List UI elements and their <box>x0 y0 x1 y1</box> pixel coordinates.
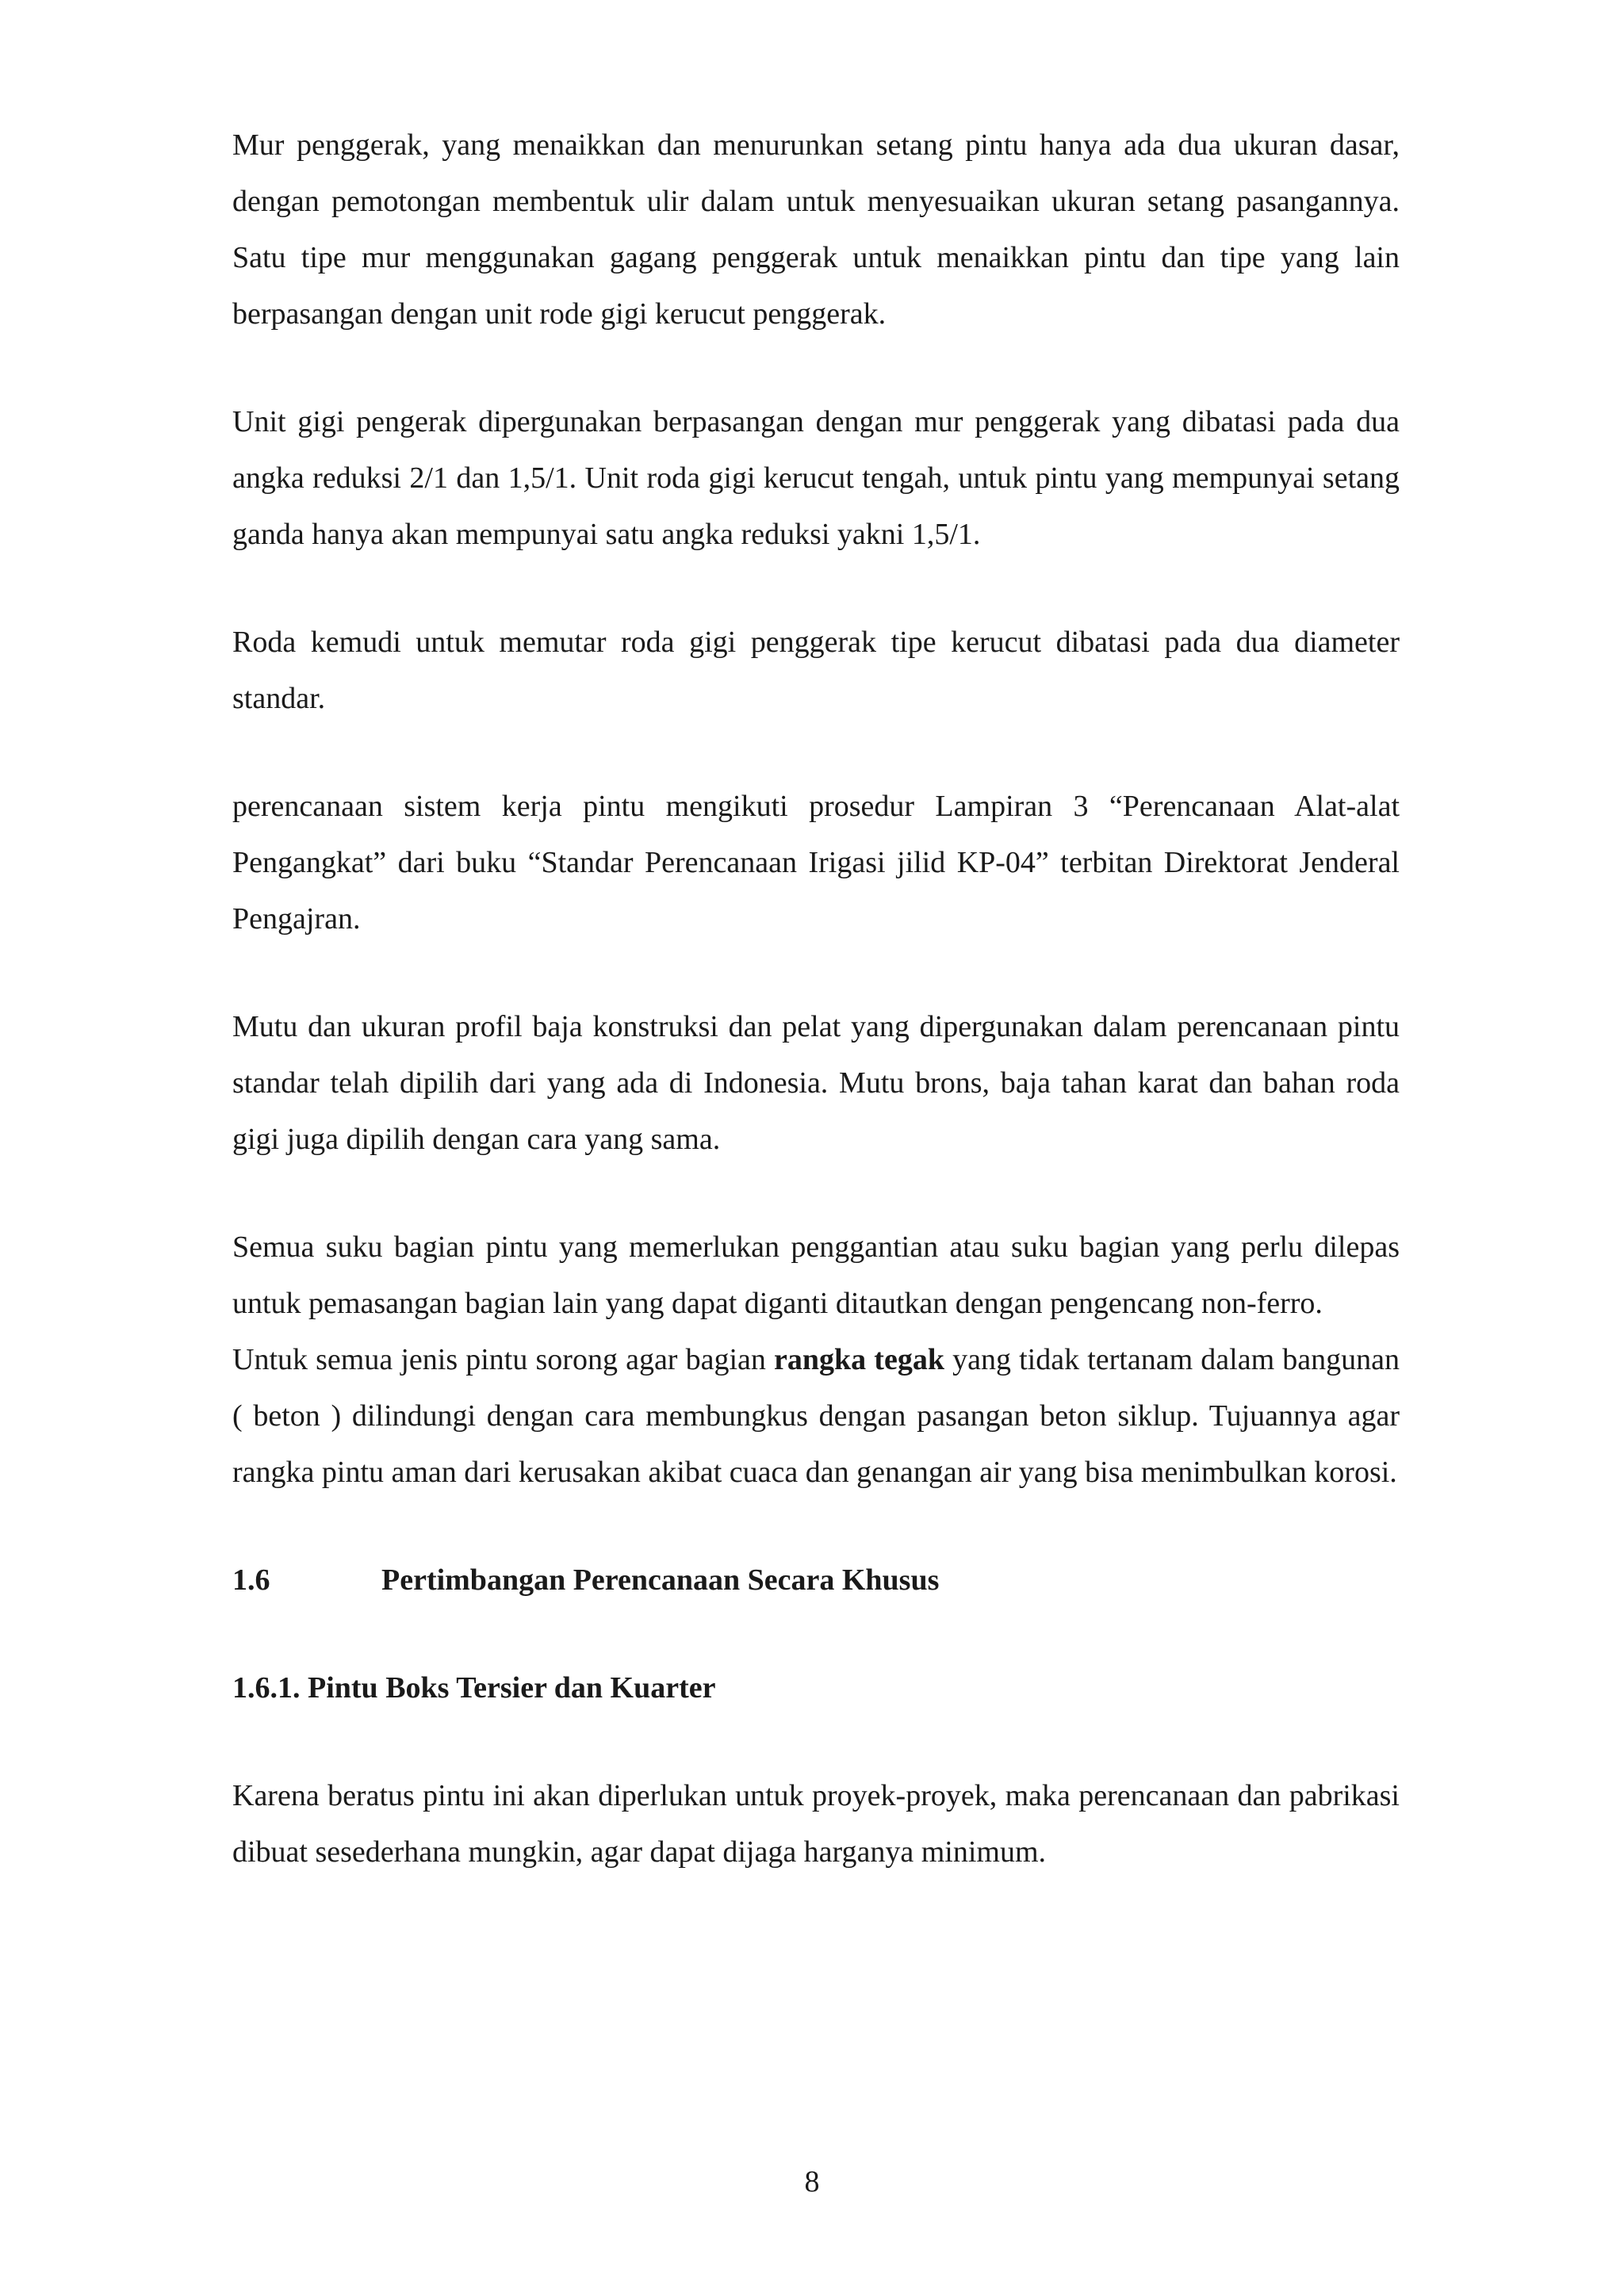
paragraph-text: Untuk semua jenis pintu sorong agar bagian <box>232 1343 775 1376</box>
paragraph-mur-penggerak: Mur penggerak, yang menaikkan dan menurunkan setang pintu hanya ada dua ukuran dasar, dengan pemotongan membentuk ulir dalam untuk menyesuaikan ukuran setang pasangannya. Satu tipe mur menggunakan gagang penggerak untuk menaikkan pintu dan tipe yang lain berpasangan dengan unit rode gigi kerucut penggerak. <box>232 128 1400 331</box>
subsection-heading: 1.6.1. Pintu Boks Tersier dan Kuarter <box>232 1671 716 1705</box>
paragraph-perencanaan-sistem: perencanaan sistem kerja pintu mengikuti prosedur Lampiran 3 “Perencanaan Alat-alat Pengangkat” dari buku “Standar Perencanaan Irigasi jilid KP-04” terbitan Direktorat Jenderal Pengajran. <box>232 790 1400 936</box>
emphasis-rangka-tegak: rangka tegak <box>774 1343 944 1376</box>
paragraph-unit-gigi: Unit gigi pengerak dipergunakan berpasangan dengan mur penggerak yang dibatasi pada dua angka reduksi 2/1 dan 1,5/1. Unit roda gigi kerucut tengah, untuk pintu yang mempunyai setang ganda hanya akan mempunyai satu angka reduksi yakni 1,5/1. <box>232 405 1400 551</box>
document-body <box>232 117 1400 1881</box>
paragraph-rangka-tegak <box>232 1332 1400 1501</box>
page-number: 8 <box>804 2165 820 2198</box>
paragraph-text: yang tidak tertanam dalam bangunan ( beton ) dilindungi dengan cara membungkus dengan pasangan beton siklup. Tujuannya agar rangka pintu aman dari kerusakan akibat cuaca dan genangan air yang bisa menimbulkan korosi. <box>232 1343 1400 1489</box>
paragraph-mutu-ukuran: Mutu dan ukuran profil baja konstruksi dan pelat yang dipergunakan dalam perencanaan pintu standar telah dipilih dari yang ada di Indonesia. Mutu brons, baja tahan karat dan bahan roda gigi juga dipilih dengan cara yang sama. <box>232 1010 1400 1156</box>
paragraph-roda-kemudi: Roda kemudi untuk memutar roda gigi penggerak tipe kerucut dibatasi pada dua diameter standar. <box>232 626 1400 715</box>
section-number: 1.6 <box>232 1563 270 1597</box>
section-title: Pertimbangan Perencanaan Secara Khusus <box>381 1563 940 1597</box>
paragraph-beratus-pintu: Karena beratus pintu ini akan diperlukan untuk proyek-proyek, maka perencanaan dan pabrikasi dibuat sesederhana mungkin, agar dapat dijaga harganya minimum. <box>232 1779 1400 1869</box>
paragraph-suku-bagian: Semua suku bagian pintu yang memerlukan penggantian atau suku bagian yang perlu dilepas untuk pemasangan bagian lain yang dapat diganti ditautkan dengan pengencang non-ferro. <box>232 1230 1400 1320</box>
section-heading <box>232 1552 1400 1609</box>
